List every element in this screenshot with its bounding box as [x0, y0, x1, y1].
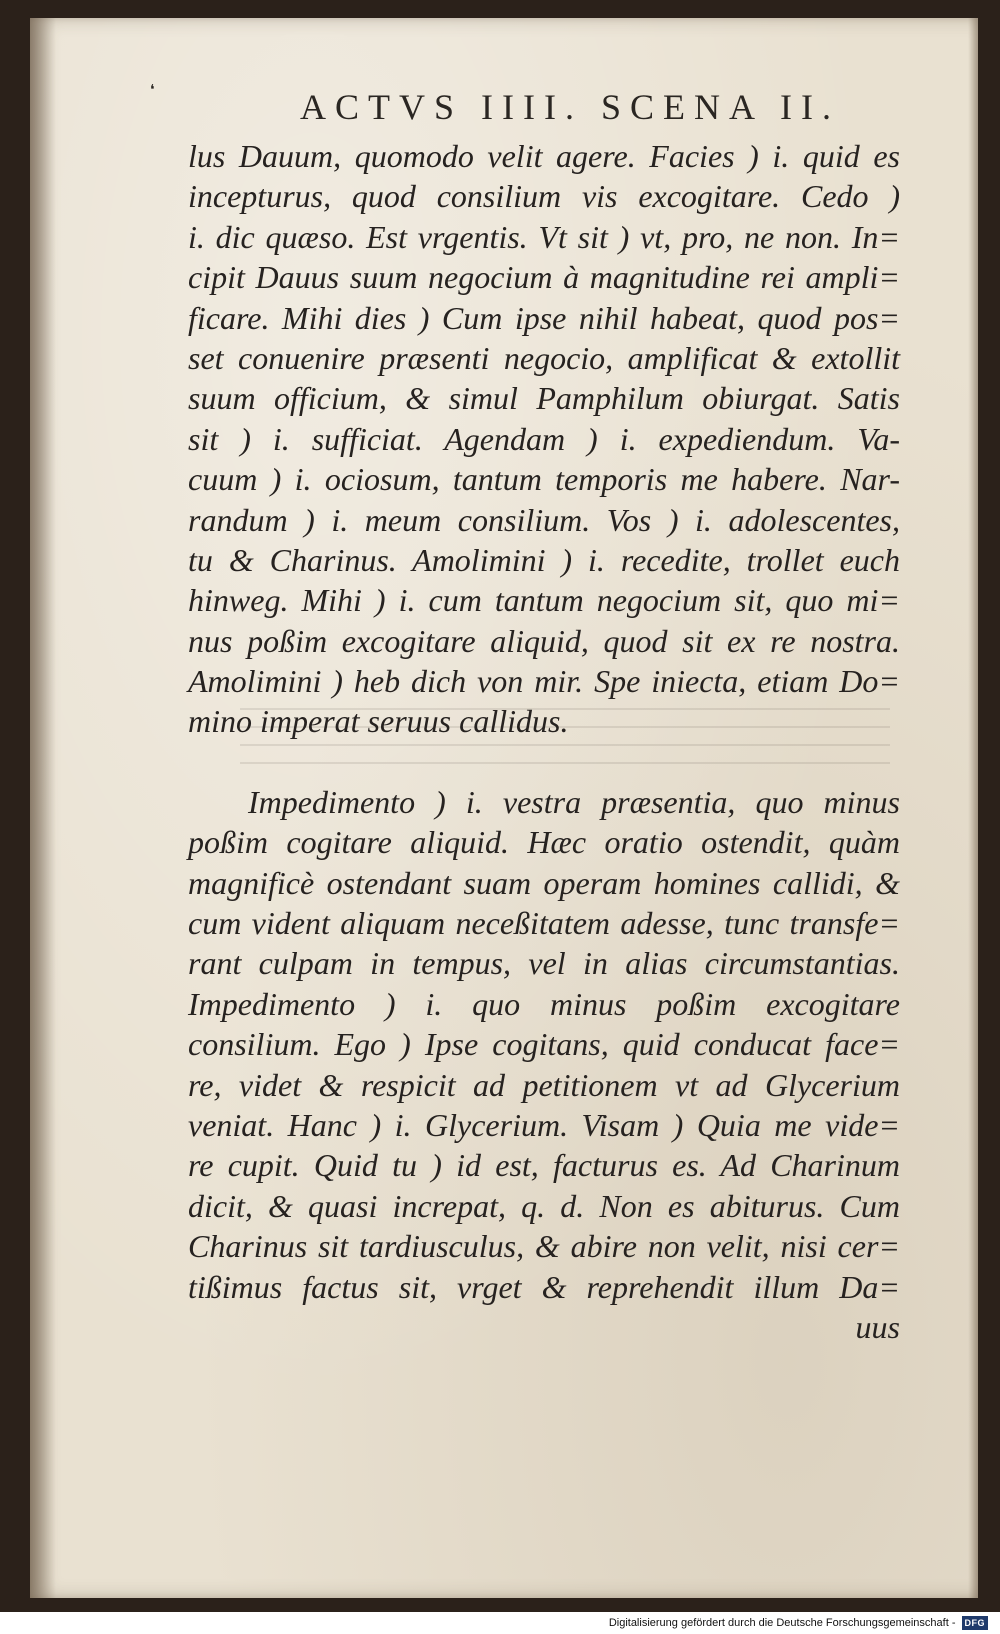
text-line: re cupit. Quid tu ) id est, facturus es. Ad Charinum: [188, 1147, 900, 1184]
text-line: randum ) i. meum consilium. Vos ) i. adolescentes,: [188, 501, 900, 538]
text-line: re, videt & respicit ad petitionem vt ad Glycerium: [188, 1066, 900, 1103]
text-line: mino imperat seruus callidus.: [188, 703, 569, 740]
text-line: Impedimento ) i. vestra præsentia, quo minus: [248, 783, 900, 820]
text-line: i. dic quæso. Est vrgentis. Vt sit ) vt, pro, ne non. In=: [188, 218, 900, 255]
text-line: incepturus, quod consilium vis excogitare. Cedo ): [188, 178, 900, 215]
text-line: Charinus sit tardiusculus, & abire non velit, nisi cer=: [188, 1228, 900, 1265]
text-line: tu & Charinus. Amolimini ) i. recedite, trollet euch: [188, 541, 900, 578]
text-line: set conuenire præsenti negocio, amplificat & extollit: [188, 339, 900, 376]
text-line: lus Dauum, quomodo velit agere. Facies ) i. quid es: [188, 138, 900, 174]
text-line: cuum ) i. ociosum, tantum temporis me habere. Nar-: [188, 461, 900, 498]
paragraph-2: [188, 782, 900, 1347]
text-line: dicit, & quasi increpat, q. d. Non es abiturus. Cum: [188, 1187, 900, 1224]
body-text: [188, 136, 900, 1347]
text-line: Amolimini ) heb dich von mir. Spe iniecta, etiam Do=: [188, 663, 900, 700]
text-line: cum vident aliquam neceßitatem adesse, tunc transfe=: [188, 905, 900, 942]
text-line: hinweg. Mihi ) i. cum tantum negocium sit, quo mi=: [188, 582, 900, 619]
running-head: ACTVS IIII. SCENA II.: [300, 87, 840, 127]
catchword: uus: [855, 1308, 900, 1345]
text-line: Impedimento ) i. quo minus poßim excogitare: [188, 985, 900, 1022]
text-line: rant culpam in tempus, vel in alias circumstantias.: [188, 945, 900, 982]
text-line: poßim cogitare aliquid. Hæc oratio ostendit, quàm: [188, 824, 900, 861]
paragraph-1: [188, 136, 900, 742]
dfg-logo-icon: DFG: [962, 1616, 989, 1630]
text-line: cipit Dauus suum negocium à magnitudine rei ampli=: [188, 259, 900, 296]
paragraph-gap: [188, 742, 900, 782]
text-line: sit ) i. sufficiat. Agendam ) i. expediendum. Va-: [188, 420, 900, 457]
page-gutter-shadow: [30, 18, 56, 1598]
text-line: tißimus factus sit, vrget & reprehendit illum Da=: [188, 1268, 900, 1305]
text-line: ficare. Mihi dies ) Cum ipse nihil habeat, quod pos=: [188, 299, 900, 336]
text-line: veniat. Hanc ) i. Glycerium. Visam ) Quia me vide=: [188, 1106, 900, 1143]
text-line: consilium. Ego ) Ipse cogitans, quid conducat face=: [188, 1026, 900, 1063]
text-line: nus poßim excogitare aliquid, quod sit ex re nostra.: [188, 622, 900, 659]
text-line: magnificè ostendant suam operam homines callidi, &: [188, 864, 900, 901]
text-line: suum officium, & simul Pamphilum obiurgat. Satis: [188, 380, 900, 417]
page-edge-shadow: [968, 18, 978, 1598]
digitization-footer: [609, 1614, 988, 1632]
margin-mark-icon: ❛: [150, 82, 155, 98]
funding-notice: Digitalisierung gefördert durch die Deutsche Forschungsgemeinschaft -: [608, 1617, 956, 1629]
